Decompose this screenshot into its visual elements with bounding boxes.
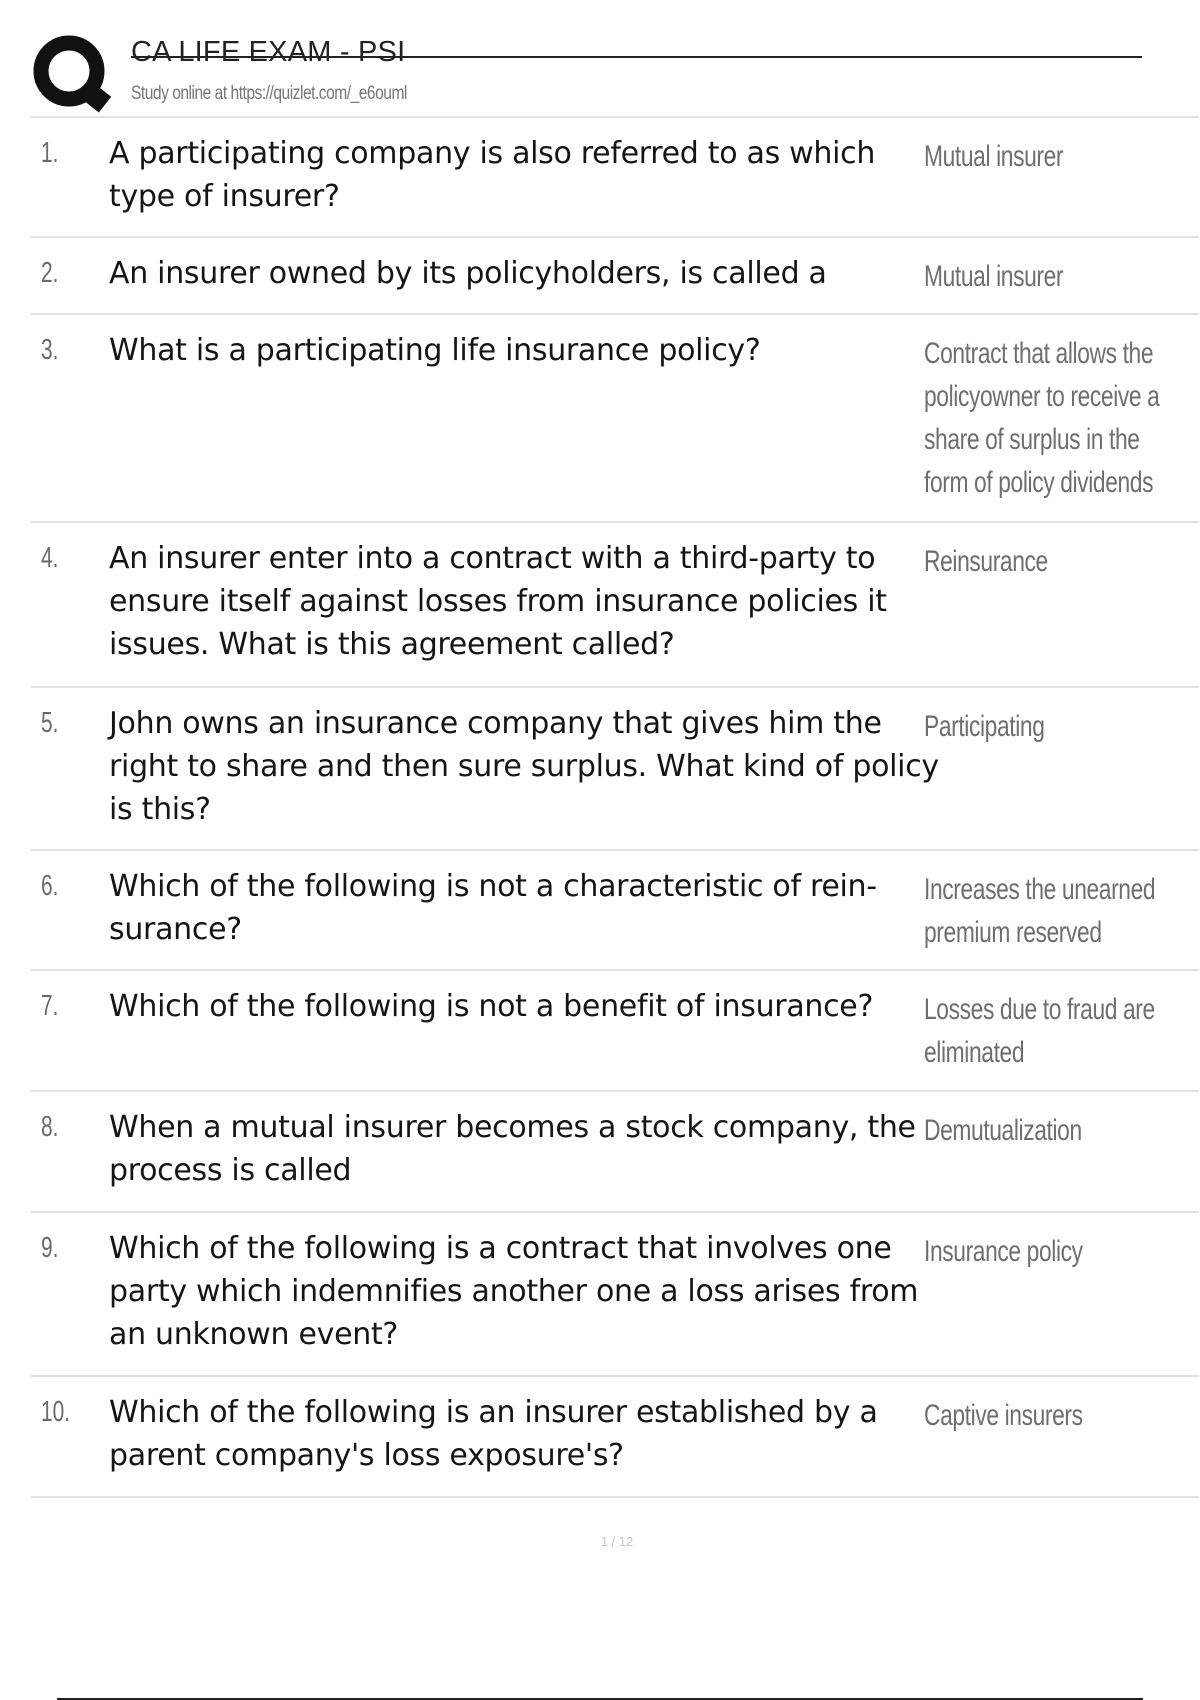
quizlet-q-logo-icon: [32, 34, 112, 114]
page-number: 1 / 12: [600, 1534, 634, 1549]
card-definition: Reinsurance: [924, 545, 1048, 578]
card-number: 2.: [41, 257, 59, 289]
card-number: 5.: [41, 707, 59, 739]
card-term: A participating company is also referred to as which type of insurer?: [109, 136, 876, 214]
card-term: Which of the following is a contract that involves one party which indemnifies another one a loss arises from an unknown event?: [109, 1231, 919, 1352]
card-number: 4.: [41, 542, 59, 574]
title-rule: [131, 56, 1142, 58]
card-number: 3.: [41, 334, 59, 366]
card-term: Which of the following is not a characteristic of rein- surance?: [109, 869, 877, 947]
page-title: CA LIFE EXAM - PSI: [131, 36, 406, 68]
flashcard: [31, 523, 1199, 688]
flashcard: [31, 1377, 1199, 1498]
card-number: 7.: [41, 990, 59, 1022]
card-definition: Demutualization: [924, 1114, 1082, 1147]
flashcard-list: [31, 118, 1199, 1498]
flashcard: [31, 238, 1199, 315]
flashcard: [31, 315, 1199, 523]
card-term: An insurer owned by its policyholders, is called a: [109, 256, 827, 291]
card-term: An insurer enter into a contract with a third-party to ensure itself against losses from insurance policies it issues. What is this agreement called?: [109, 541, 887, 662]
card-definition: Mutual insurer: [924, 140, 1064, 173]
flashcard: [31, 1213, 1199, 1377]
card-number: 10.: [41, 1396, 71, 1428]
flashcard: [31, 688, 1199, 851]
card-term: What is a participating life insurance policy?: [109, 333, 761, 368]
card-term: John owns an insurance company that gives him the right to share and then sure surplus. What kind of policy is this?: [109, 706, 939, 827]
page-header: [0, 0, 1200, 118]
card-number: 6.: [41, 870, 59, 902]
card-number: 1.: [41, 137, 59, 169]
flashcard: [31, 971, 1199, 1092]
card-definition: Participating: [924, 710, 1045, 743]
card-term: Which of the following is an insurer established by a parent company's loss exposure's?: [109, 1395, 878, 1473]
card-definition: Captive insurers: [924, 1399, 1083, 1432]
card-definition: Losses due to fraud are eliminated: [924, 993, 1155, 1069]
card-definition: Mutual insurer: [924, 260, 1064, 293]
card-term: When a mutual insurer becomes a stock company, the process is called: [109, 1110, 916, 1188]
flashcard: [31, 851, 1199, 971]
flashcard: [31, 118, 1199, 238]
card-definition: Insurance policy: [924, 1235, 1083, 1268]
study-link[interactable]: Study online at https://quizlet.com/_e6ouml: [131, 83, 407, 104]
flashcard: [31, 1092, 1199, 1213]
card-term: Which of the following is not a benefit of insurance?: [109, 989, 874, 1024]
card-definition: Increases the unearned premium reserved: [924, 873, 1156, 949]
card-definition: Contract that allows the policyowner to receive a share of surplus in the form of policy dividends: [924, 337, 1160, 499]
card-number: 9.: [41, 1232, 59, 1264]
card-number: 8.: [41, 1111, 59, 1143]
